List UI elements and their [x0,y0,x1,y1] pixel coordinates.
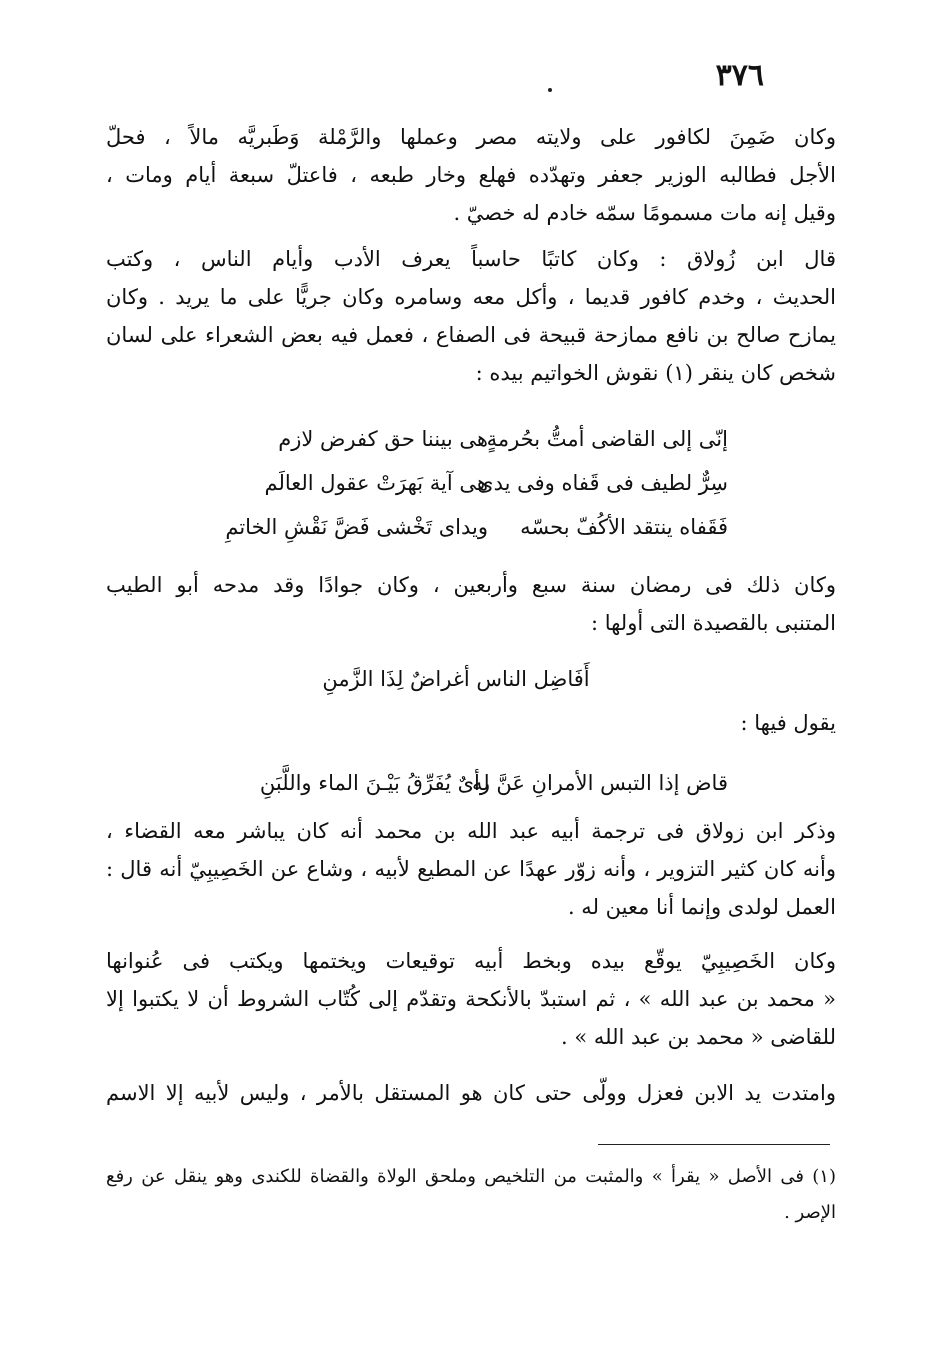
verse2-hemistich-second: رأىٌ يُفَرِّقُ بَيْـنَ الماء واللَّبَنِ [259,771,490,795]
page-number: ٣٧٦ [715,58,764,93]
footnote-line: (١) فى الأصل « يقرأ » والمثبت من التلخيص وملحق الولاة والقضاة للكندى وهو ينقل عن رفع [106,1166,836,1187]
verse2-hemistich-first: قاض إذا التبس الأمرانِ عَنَّ له [472,771,728,795]
text-line: « محمد بن عبد الله » ، ثم استبدّ بالأنكحة وتقدّم إلى كُتّاب الشروط أن لا يكتبوا إلا [106,987,836,1011]
text-line: قال ابن زُولاق : وكان كاتبًا حاسباً يعرف الأدب وأيام الناس ، وكتب [106,247,836,271]
poem-hemistich-second: ويداى تَخْشى فَضَّ نَقْشِ الخاتمِ [225,515,488,539]
text-line: المتنبى بالقصيدة التى أولها : [590,611,836,635]
text-line: يمازح صالح بن نافع ممازحة قبيحة فى الصفاع ، فعمل فيه بعض الشعراء على لسان [106,323,836,347]
ink-dot [548,88,552,92]
text-line: وكان ذلك فى رمضان سنة سبع وأربعين ، وكان جوادًا وقد مدحه أبو الطيب [106,573,836,597]
text-line: وقيل إنه مات مسمومًا سمّه خادم له خصيّ . [453,201,836,225]
text-line: وامتدت يد الابن فعزل وولّى حتى كان هو المستقل بالأمر ، وليس لأبيه إلا الاسم [106,1081,836,1105]
text-line: الأجل فطالبه الوزير جعفر وتهدّده فهلع وخار طبعه ، فاعتلّ سبعة أيام ومات ، [106,163,836,187]
text-line: يقول فيها : [740,711,836,735]
footnote-rule [598,1144,830,1145]
footnote-line: الإصر . [784,1202,836,1223]
poem-hemistich-first: إنّى إلى القاضى أمتُّ بحُرمةٍ [486,427,728,451]
text-line: وكان الخَصِيبِيّ يوقّع بيده وبخط أبيه توقيعات ويختمها ويكتب فى عُنوانها [106,949,836,973]
verse-opening: أَفَاضِل الناس أغراضٌ لِذَا الزَّمنِ [322,667,590,691]
text-line: الحديث ، وخدم كافور قديما ، وأكل معه وسامره وكان جريًّا على ما يريد . وكان [106,285,836,309]
text-line: للقاضى « محمد بن عبد الله » . [561,1025,836,1049]
text-line: وأنه كان كثير التزوير ، وأنه زوّر عهدًا عن المطيع لأبيه ، وشاع عن الخَصِيبِيّ أنه قال : [106,857,836,881]
text-line: وكان ضَمِنَ لكافور على ولايته مصر وعملها والرَّمْلة وَطَبريَّه مالاً ، فحلّ [106,125,836,149]
text-line: وذكر ابن زولاق فى ترجمة أبيه عبد الله بن محمد أنه كان يباشر معه القضاء ، [106,819,836,843]
poem-hemistich-second: هى آية بَهرَتْ عقول العالَم [264,471,488,495]
poem-hemistich-second: هى بيننا حق كفرض لازم [278,427,488,451]
text-line: العمل لولدى وإنما أنا معين له . [567,895,836,919]
poem-hemistich-first: سِرٌّ لطيف فى قَفاه وفى يدى [477,471,728,495]
poem-hemistich-first: فَقَفاه ينتقد الأكُفّ بحسّه [520,515,728,539]
text-line: شخص كان ينقر (١) نقوش الخواتيم بيده : [475,361,836,385]
